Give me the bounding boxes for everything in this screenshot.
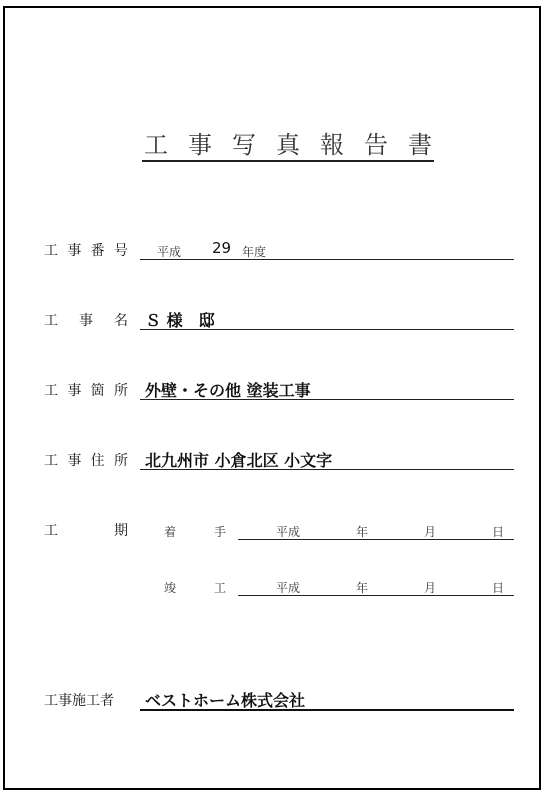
- period-end-label-2: 工: [214, 581, 227, 595]
- period-start-label-1: 着: [164, 525, 177, 539]
- label-char: 工: [44, 313, 58, 329]
- title-char: 告: [364, 130, 388, 159]
- label-construction-location: [44, 380, 128, 400]
- label-char: 箇: [90, 383, 105, 399]
- period-end-label-1: 竣: [164, 581, 177, 595]
- document-title: [142, 124, 434, 162]
- label-char: 住: [90, 453, 105, 469]
- label-char: 事: [67, 243, 82, 259]
- label-char: 工: [44, 383, 58, 399]
- period-start-day: 日: [492, 525, 505, 539]
- label-construction-name: [44, 310, 128, 330]
- construction-name-value: Ｓ 様 邸: [145, 311, 215, 330]
- title-char: 報: [320, 130, 344, 159]
- number-era: 平成: [157, 245, 182, 259]
- label-contractor: 工事施工者: [44, 693, 114, 709]
- period-end-month: 月: [424, 581, 437, 595]
- period-end-year: 年: [356, 581, 369, 595]
- label-char: 事: [67, 383, 82, 399]
- period-start-era: 平成: [276, 525, 301, 539]
- label-char: 所: [113, 383, 128, 399]
- location-underline: [140, 399, 514, 400]
- label-char: 工: [44, 453, 58, 469]
- title-char: 書: [408, 130, 432, 159]
- construction-address-value: 北九州市 小倉北区 小文字: [145, 451, 333, 470]
- label-char: 事: [67, 453, 82, 469]
- label-construction-period: [44, 520, 128, 540]
- number-year: 29: [212, 239, 232, 257]
- label-char: 工: [44, 523, 58, 539]
- period-start-underline: [238, 539, 514, 540]
- label-char: 名: [114, 313, 128, 329]
- label-char: 工: [44, 243, 58, 259]
- label-construction-number: [44, 240, 128, 260]
- name-underline: [140, 329, 514, 330]
- label-construction-address: [44, 450, 128, 470]
- period-end-era: 平成: [276, 581, 301, 595]
- number-year-suffix: 年度: [242, 245, 267, 259]
- period-start-month: 月: [424, 525, 437, 539]
- number-underline: [140, 259, 514, 260]
- title-char: 事: [188, 130, 212, 159]
- address-underline: [140, 469, 514, 470]
- period-start-year: 年: [356, 525, 369, 539]
- label-char: 期: [114, 523, 128, 539]
- contractor-value: ベストホーム株式会社: [145, 691, 306, 710]
- contractor-underline: [140, 709, 514, 711]
- title-char: 真: [276, 130, 300, 159]
- label-char: 番: [90, 243, 105, 259]
- label-char: 所: [113, 453, 128, 469]
- label-char: 事: [79, 313, 93, 329]
- title-char: 写: [232, 130, 256, 159]
- period-end-day: 日: [492, 581, 505, 595]
- title-char: 工: [144, 130, 168, 159]
- period-start-label-2: 手: [214, 525, 227, 539]
- label-char: 号: [113, 243, 128, 259]
- period-end-underline: [238, 595, 514, 596]
- construction-location-value: 外壁・その他 塗装工事: [145, 381, 311, 400]
